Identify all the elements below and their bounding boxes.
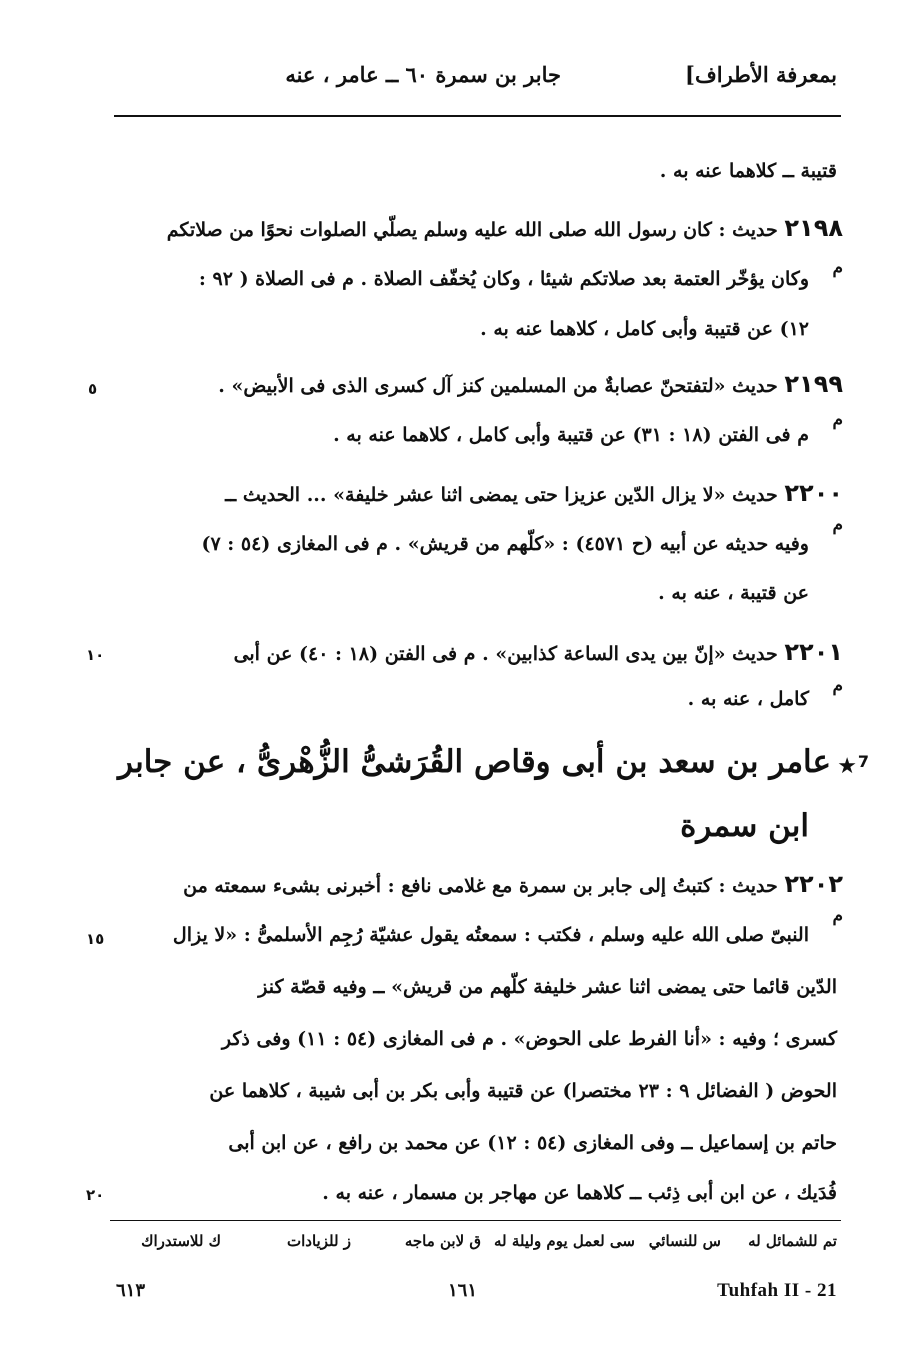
line-number: ١٠: [86, 646, 105, 664]
line-number: ١٥: [86, 930, 105, 948]
text-line: [209, 1082, 837, 1101]
hadith-number: ٢٢٠١: [784, 638, 843, 666]
text-line: [480, 320, 809, 339]
text-line: [222, 1030, 837, 1049]
source-marker: م: [832, 410, 843, 430]
line-text: ١٢) عن قتيبة وأبى كامل ، كلاهما عنه به .: [480, 318, 809, 340]
text-line: [173, 926, 809, 945]
source-marker: م: [832, 676, 843, 696]
section-star-icon: ★: [837, 754, 857, 779]
text-line: [228, 1134, 837, 1153]
text-line: [658, 584, 809, 603]
siglum: ك للاستدراك: [141, 1232, 221, 1250]
line-text: وفيه حديثه عن أبيه (ح ٤٥٧١) : «كلّهم من قريش» . م فى المغازى (٥٤ : ٧): [201, 533, 809, 555]
text-line: [199, 270, 809, 289]
original-page-number: ٦١٣: [116, 1280, 146, 1301]
line-text: الحوض ( الفضائل ٩ : ٢٣ مختصرا) عن قتيبة وأبى بكر بن أبى شيبة ، كلاهما عن: [209, 1080, 837, 1102]
line-text: حاتم بن إسماعيل ــ وفى المغازى (٥٤ : ١٢) عن محمد بن رافع ، عن ابن أبى: [228, 1132, 837, 1154]
siglum: تم للشمائل له: [748, 1232, 837, 1250]
source-marker: م: [832, 515, 843, 535]
hadith-number: ٢١٩٨: [784, 214, 843, 242]
line-text: الدّين قائما حتى يمضى اثنا عشر خليفة كلّهم من قريش» ــ وفيه قصّة كنز: [258, 976, 837, 998]
footnote-rule: [110, 1220, 841, 1221]
siglum: ز للزيادات: [287, 1232, 351, 1250]
text-line: [688, 690, 809, 709]
siglum: سى لعمل يوم وليلة له: [494, 1232, 635, 1250]
header-rule: [114, 115, 841, 117]
hadith-line: [218, 372, 843, 396]
hadith-number: ٢١٩٩: [784, 370, 843, 398]
siglum: ق لابن ماجه: [404, 1232, 481, 1250]
line-text: كامل ، عنه به .: [687, 688, 809, 710]
running-head-center: جابر بن سمرة ٦٠ ــ عامر ، عنه: [285, 62, 561, 87]
volume-page-ref: Tuhfah II - 21: [717, 1280, 837, 1301]
line-text: م فى الفتن (١٨ : ٣١) عن قتيبة وأبى كامل ، كلاهما عنه به .: [333, 424, 809, 446]
hadith-number: ٢٢٠٢: [784, 870, 843, 898]
siglum: س للنسائي: [648, 1232, 721, 1250]
section-title-line-1: عامر بن سعد بن أبى وقاص القُرَشىُّ الزُّهْرىُّ ، عن جابر: [118, 744, 831, 780]
hadith-line: [167, 216, 843, 240]
line-text: النبىّ صلى الله عليه وسلم ، فكتب : سمعتُه يقول عشيّة رُجِم الأسلمىُّ : «لا يزال: [172, 924, 809, 946]
section-number: 7: [857, 752, 869, 771]
line-number: ٥: [88, 380, 98, 398]
running-head-right: بمعرفة الأطراف]: [685, 62, 837, 87]
page-number: ١٦١: [448, 1280, 478, 1301]
hadith-number: ٢٢٠٠: [784, 479, 843, 507]
line-text: عن قتيبة ، عنه به .: [658, 582, 809, 604]
hadith-line: [234, 640, 843, 664]
text-line: [333, 426, 809, 445]
text-line: [322, 1184, 837, 1203]
line-text: حديث «لا يزال الدّين عزيزا حتى يمضى اثنا عشر خليفة» ... الحديث ــ: [225, 484, 778, 506]
hadith-line: [225, 481, 843, 505]
line-text: كسرى ؛ وفيه : «أنا الفرط على الحوض» . م فى المغازى (٥٤ : ١١) وفى ذكر: [221, 1028, 837, 1050]
section-title-line-2: ابن سمرة: [680, 808, 809, 844]
text-line: [660, 162, 837, 181]
hadith-line: [183, 872, 843, 896]
line-text: قتيبة ــ كلاهما عنه به .: [659, 160, 837, 182]
line-text: حديث : كان رسول الله صلى الله عليه وسلم يصلّي الصلوات نحوًا من صلاتكم: [166, 219, 778, 241]
text-line: [258, 978, 837, 997]
source-marker: م: [832, 258, 843, 278]
line-text: حديث «إنّ بين يدى الساعة كذابين» . م فى الفتن (١٨ : ٤٠) عن أبى: [233, 643, 778, 665]
text-line: [201, 535, 809, 554]
line-text: وكان يؤخّر العتمة بعد صلاتكم شيئا ، وكان يُخفّف الصلاة . م فى الصلاة ( ٩٢ :: [198, 268, 809, 290]
line-text: حديث «لتفتحنّ عصابةٌ من المسلمين كنز آل كسرى الذى فى الأبيض» .: [218, 375, 778, 397]
line-text: حديث : كتبتُ إلى جابر بن سمرة مع غلامى نافع : أخبرنى بشىء سمعته من: [183, 875, 778, 897]
line-number: ٢٠: [86, 1186, 105, 1204]
line-text: فُدَيك ، عن ابن أبى ذِئب ــ كلاهما عن مهاجر بن مسمار ، عنه به .: [322, 1182, 837, 1204]
source-marker: م: [832, 906, 843, 926]
